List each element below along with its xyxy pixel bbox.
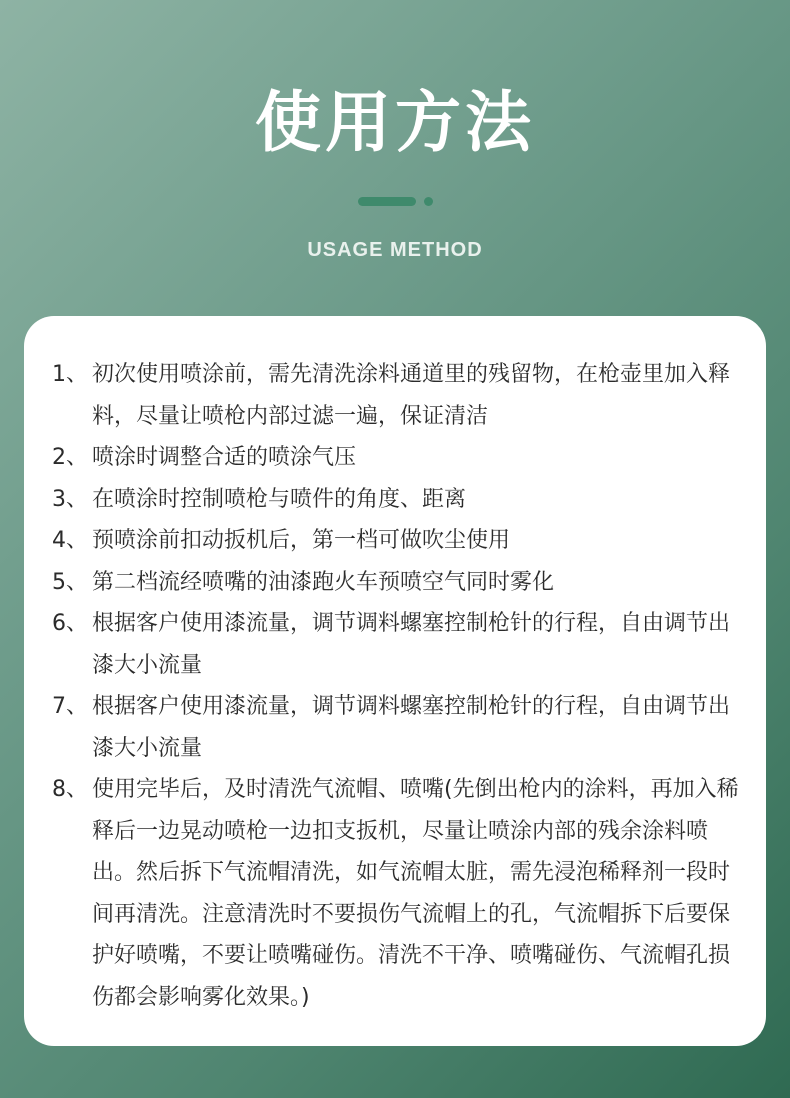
step-number: 1、: [52, 362, 88, 387]
step-text: 预喷涂前扣动扳机后，第一档可做吹尘使用: [92, 528, 511, 553]
page-title: 使用方法: [255, 84, 535, 161]
step-number: 4、: [52, 528, 88, 553]
step-number: 6、: [52, 611, 88, 636]
step-text: 根据客户使用漆流量，调节调料螺塞控制枪针的行程，自由调节出漆大小流量: [92, 611, 731, 678]
step-number: 3、: [52, 486, 88, 512]
step-number: 8、: [52, 777, 88, 802]
page-subtitle: USAGE METHOD: [307, 239, 483, 261]
step-item: [52, 562, 742, 604]
step-text: 初次使用喷涂前，需先清洗涂料通道里的残留物，在枪壶里加入释料，尽量让喷枪内部过滤一遍，保证清洁: [92, 362, 731, 429]
step-number: 2、: [52, 445, 88, 470]
step-text: 第二档流经喷嘴的油漆跑火车预喷空气同时雾化: [92, 569, 555, 595]
divider-dot: [424, 197, 433, 206]
instructions-card: [24, 316, 766, 1046]
step-item: [52, 437, 742, 479]
step-item: [52, 603, 742, 686]
step-item: [52, 479, 742, 521]
step-text: 使用完毕后，及时清洗气流帽、喷嘴(先倒出枪内的涂料，再加入稀释后一边晃动喷枪一边扣支扳机，尽量让喷涂内部的残余涂料喷出。然后拆下气流帽清洗，如气流帽太脏，需先浸泡稀释剂一段时间再清洗。注意清洗时不要损伤气流帽上的孔，气流帽拆下后要保护好喷嘴，不要让喷嘴碰伤。清洗不干净、喷嘴碰伤、气流帽孔损伤都会影响雾化效果。): [92, 777, 739, 1010]
step-number: 7、: [52, 694, 88, 719]
steps-list: [52, 354, 742, 1018]
step-text: 在喷涂时控制喷枪与喷件的角度、距离: [92, 486, 467, 512]
step-item: [52, 769, 742, 1018]
step-text: 喷涂时调整合适的喷涂气压: [92, 445, 357, 470]
step-item: [52, 686, 742, 769]
step-number: 5、: [52, 569, 88, 595]
step-item: [52, 520, 742, 562]
step-text: 根据客户使用漆流量，调节调料螺塞控制枪针的行程，自由调节出漆大小流量: [92, 694, 731, 761]
step-item: [52, 354, 742, 437]
divider-bar: [358, 197, 416, 206]
title-divider: [0, 197, 790, 207]
